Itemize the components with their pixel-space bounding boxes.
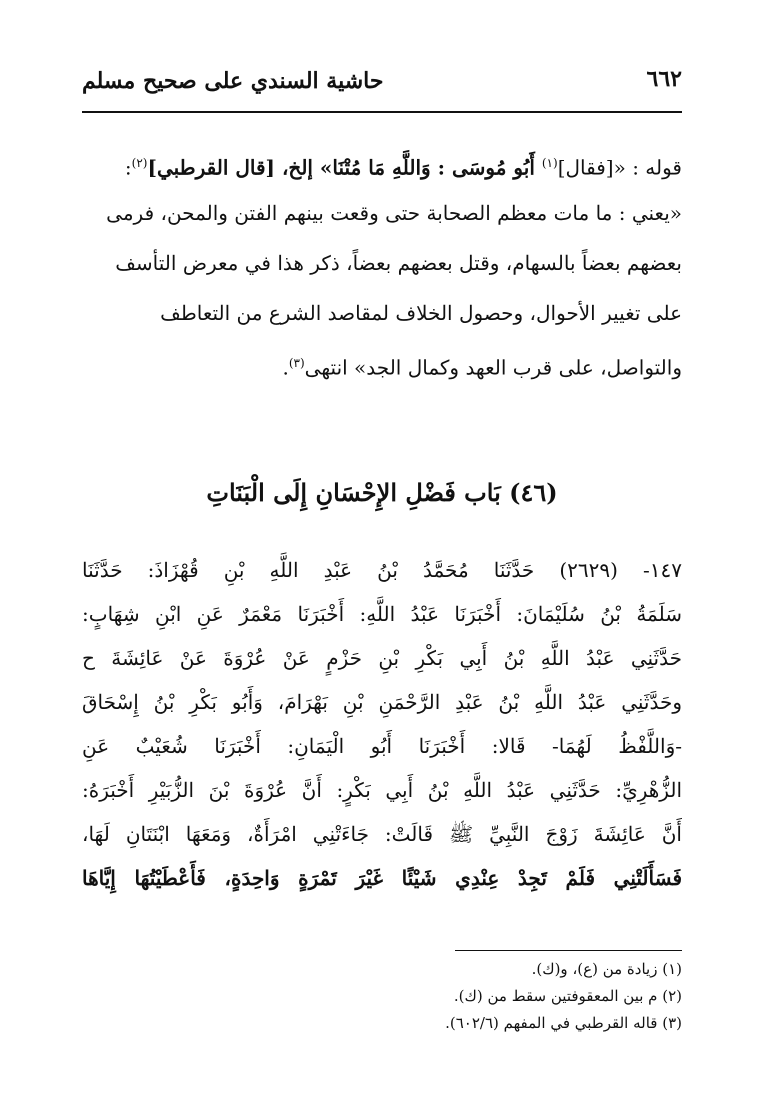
header-rule: [82, 111, 682, 113]
footnote-ref: (١): [541, 156, 558, 170]
hadith-line: -وَاللَّفْظُ لَهُمَا- قَالا: أَخْبَرَنَا أَبُو الْيَمَانِ: أَخْبَرَنَا شُعَيْبٌ عَنِ: [82, 734, 682, 758]
commentary-text: .: [282, 355, 289, 380]
commentary-block: [82, 138, 682, 388]
footnote-ref: (٣): [288, 356, 305, 370]
quoted-matn: أَبُو مُوسَى : وَاللَّهِ مَا مُتْنَا» إلخ، [قال القرطبي]: [147, 155, 542, 180]
hadith-line: حَدَّثَنِي عَبْدُ اللَّهِ بْنُ أَبِي بَكْرِ بْنِ حَزْمٍ عَنْ عُرْوَةَ عَنْ عَائِشَةَ ح: [82, 646, 682, 670]
footnote-rule: [455, 950, 682, 951]
hadith-line: فَسَأَلَتْنِي فَلَمْ تَجِدْ عِنْدِي شَيْئًا غَيْرَ تَمْرَةٍ وَاحِدَةٍ، فَأَعْطَيْتُهَا إِيَّاهَا: [82, 866, 682, 890]
footnotes: [82, 956, 682, 1037]
chapter-title: (٤٦) بَاب فَضْلِ الإِحْسَانِ إِلَى الْبَنَاتِ: [206, 478, 558, 507]
footnote: (٣) قاله القرطبي في المفهم (٦٠٢/٦).: [445, 1014, 682, 1032]
commentary-text: :: [124, 155, 132, 180]
page-number: ٦٦٢: [646, 66, 682, 92]
hadith-line: سَلَمَةُ بْنُ سُلَيْمَانَ: أَخْبَرَنَا عَبْدُ اللَّهِ: أَخْبَرَنَا مَعْمَرٌ عَنِ ابْنِ شِهَابٍ:: [82, 602, 682, 626]
page-header: [82, 66, 682, 110]
commentary-line: [82, 138, 682, 188]
commentary-line: [82, 338, 682, 388]
commentary-line: بعضهم بعضاً بالسهام، وقتل بعضهم بعضاً، ذكر هذا في معرض التأسف: [115, 251, 682, 275]
commentary-text: والتواصل، على قرب العهد وكمال الجد» انتهى: [304, 355, 682, 380]
footnote: (١) زيادة من (ع)، و(ك).: [531, 960, 682, 978]
hadith-line: وحَدَّثَنِي عَبْدُ اللَّهِ بْنُ عَبْدِ الرَّحْمَنِ بْنِ بَهْرَامَ، وَأَبُو بَكْرِ بْنُ إِسْحَاقَ: [82, 690, 682, 714]
commentary-line: «يعني : ما مات معظم الصحابة حتى وقعت بينهم الفتن والمحن، فرمى: [106, 201, 682, 225]
hadith-line: أَنَّ عَائِشَةَ زَوْجَ النَّبِيِّ ﷺ قَالَتْ: جَاءَتْنِي امْرَأَةٌ، وَمَعَهَا ابْنَتَانِ لَهَا،: [82, 822, 682, 846]
footnote-ref: (٢): [131, 156, 148, 170]
commentary-text: قوله : «[فقال]: [557, 155, 682, 180]
hadith-line: ١٤٧- (٢٦٢٩) حَدَّثَنَا مُحَمَّدُ بْنُ عَبْدِ اللَّهِ بْنِ قُهْزَاذَ: حَدَّثَنَا: [82, 558, 682, 582]
footnote: (٢) م بين المعقوفتين سقط من (ك).: [453, 987, 682, 1005]
running-title: حاشية السندي على صحيح مسلم: [82, 68, 384, 94]
commentary-line: على تغيير الأحوال، وحصول الخلاف لمقاصد الشرع من التعاطف: [160, 301, 682, 325]
hadith-block: [82, 548, 682, 900]
hadith-line: الزُّهْرِيِّ: حَدَّثَنِي عَبْدُ اللَّهِ بْنُ أَبِي بَكْرٍ: أَنَّ عُرْوَةَ بْنَ الزُّبَيْرِ أَخْبَرَهُ:: [82, 778, 682, 802]
